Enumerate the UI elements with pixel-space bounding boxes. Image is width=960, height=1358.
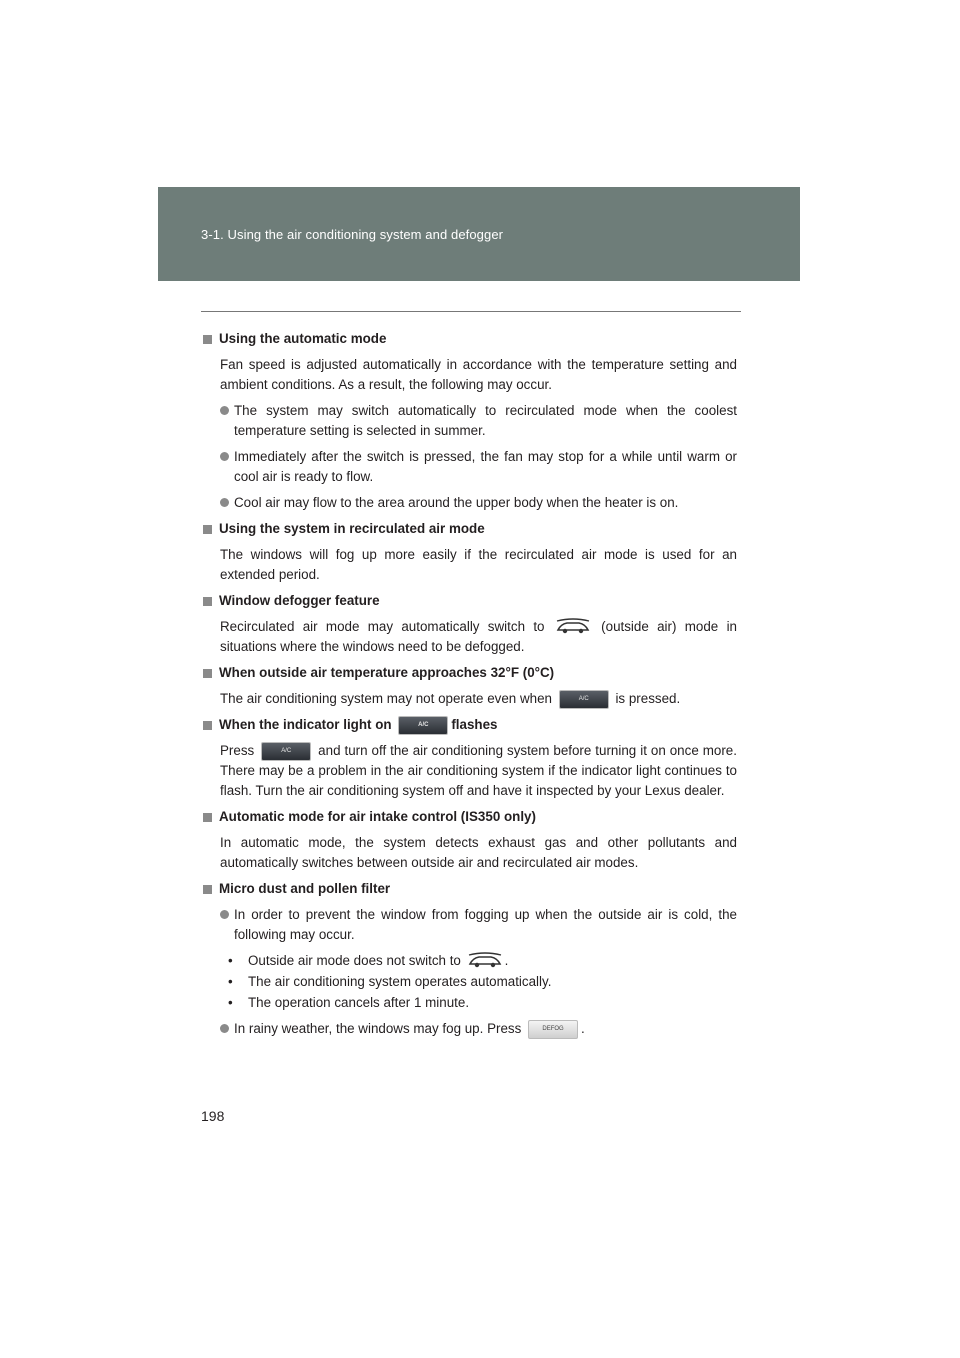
heading-outside-temperature: When outside air temperature approaches 32°F (0°C) (201, 663, 737, 683)
list-item: Cool air may flow to the area around the upper body when the heater is on. (220, 493, 737, 513)
ac-button-image: A/C (261, 742, 311, 761)
list-item: In rainy weather, the windows may fog up. Press DEFOG . (220, 1019, 737, 1039)
paragraph: Recirculated air mode may automatically switch to (outside air) mode in situations where the windows need to be defogged. (220, 619, 737, 654)
ac-button-image: A/C (559, 690, 609, 709)
heading-pollen-filter: Micro dust and pollen filter (201, 879, 737, 899)
square-bullet-icon (203, 813, 212, 822)
round-bullet-icon (220, 910, 229, 919)
square-bullet-icon (203, 335, 212, 344)
round-bullet-icon (220, 498, 229, 507)
paragraph: Press A/C and turn off the air conditioning system before turning it on once more. There may be a problem in the air conditioning system if the indicator light continues to flash. Turn the air conditioning system off and have it inspected by your Lexus dealer. (220, 743, 737, 798)
section-title: 3-1. Using the air conditioning system and defogger (201, 227, 504, 242)
round-bullet-icon (220, 406, 229, 415)
paragraph: The windows will fog up more easily if the recirculated air mode is used for an extended period. (220, 547, 737, 582)
square-bullet-icon (203, 885, 212, 894)
ac-button-image: A/C (398, 716, 448, 735)
divider (201, 311, 741, 312)
defog-button-image: DEFOG (528, 1020, 578, 1039)
heading-indicator-light: When the indicator light on A/C flashes (201, 715, 737, 735)
round-bullet-icon (220, 1024, 229, 1033)
sub-list-item: • The air conditioning system operates automatically. (228, 974, 552, 989)
square-bullet-icon (203, 597, 212, 606)
square-bullet-icon (203, 669, 212, 678)
paragraph: Fan speed is adjusted automatically in accordance with the temperature setting and ambient conditions. As a result, the following may occur. (220, 357, 737, 392)
page-number: 198 (201, 1108, 225, 1124)
outside-air-car-icon (555, 618, 591, 636)
paragraph: In automatic mode, the system detects exhaust gas and other pollutants and automatically switches between outside air and recirculated air modes. (220, 835, 737, 870)
paragraph: The air conditioning system may not operate even when A/C is pressed. (220, 689, 737, 709)
round-bullet-icon (220, 452, 229, 461)
square-bullet-icon (203, 721, 212, 730)
manual-content (201, 329, 737, 1045)
header-band (158, 187, 800, 281)
list-item: The system may switch automatically to recirculated mode when the coolest temperature setting is selected in summer. (220, 401, 737, 441)
heading-air-intake-control: Automatic mode for air intake control (IS350 only) (201, 807, 737, 827)
list-item: In order to prevent the window from fogging up when the outside air is cold, the following may occur. (220, 905, 737, 945)
sub-list-item: • The operation cancels after 1 minute. (228, 995, 470, 1010)
sub-list-item: • Outside air mode does not switch to . (228, 951, 737, 971)
heading-automatic-mode: Using the automatic mode (201, 329, 737, 349)
list-item: Immediately after the switch is pressed, the fan may stop for a while until warm or cool air is ready to flow. (220, 447, 737, 487)
heading-defogger-feature: Window defogger feature (201, 591, 737, 611)
outside-air-car-icon (467, 952, 503, 970)
heading-recirculated-mode: Using the system in recirculated air mode (201, 519, 737, 539)
square-bullet-icon (203, 525, 212, 534)
